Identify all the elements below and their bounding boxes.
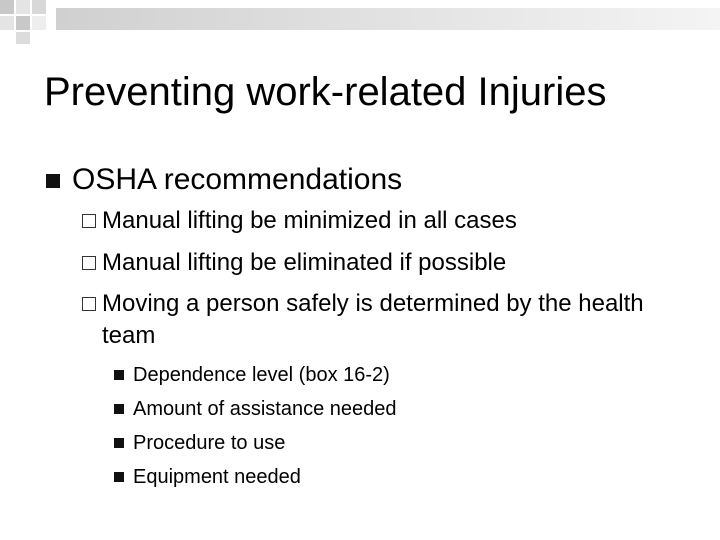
sub-bullet-1: Manual lifting be minimized in all cases xyxy=(102,207,517,234)
square-bullet-icon xyxy=(114,370,124,380)
sub-bullet-2: Manual lifting be eliminated if possible xyxy=(102,249,507,276)
sub-sub-bullet-1: Dependence level (box 16-2) xyxy=(133,364,390,386)
sub-sub-bullet-2: Amount of assistance needed xyxy=(133,398,397,420)
square-bullet-icon xyxy=(46,174,60,188)
checkbox-bullet-icon xyxy=(82,214,96,228)
header-decoration xyxy=(0,0,720,48)
sub-sub-bullet-3: Procedure to use xyxy=(133,432,286,454)
sub-bullet-3: Moving a person safely is determined by the health team xyxy=(102,290,644,349)
slide-title: Preventing work-related Injuries xyxy=(44,70,607,114)
bullet-osha: OSHA recommendations xyxy=(72,163,403,196)
square-bullet-icon xyxy=(114,404,124,414)
square-bullet-icon xyxy=(114,472,124,482)
square-bullet-icon xyxy=(114,438,124,448)
checkbox-bullet-icon xyxy=(82,297,96,311)
sub-sub-bullet-4: Equipment needed xyxy=(133,466,301,488)
checkbox-bullet-icon xyxy=(82,256,96,270)
